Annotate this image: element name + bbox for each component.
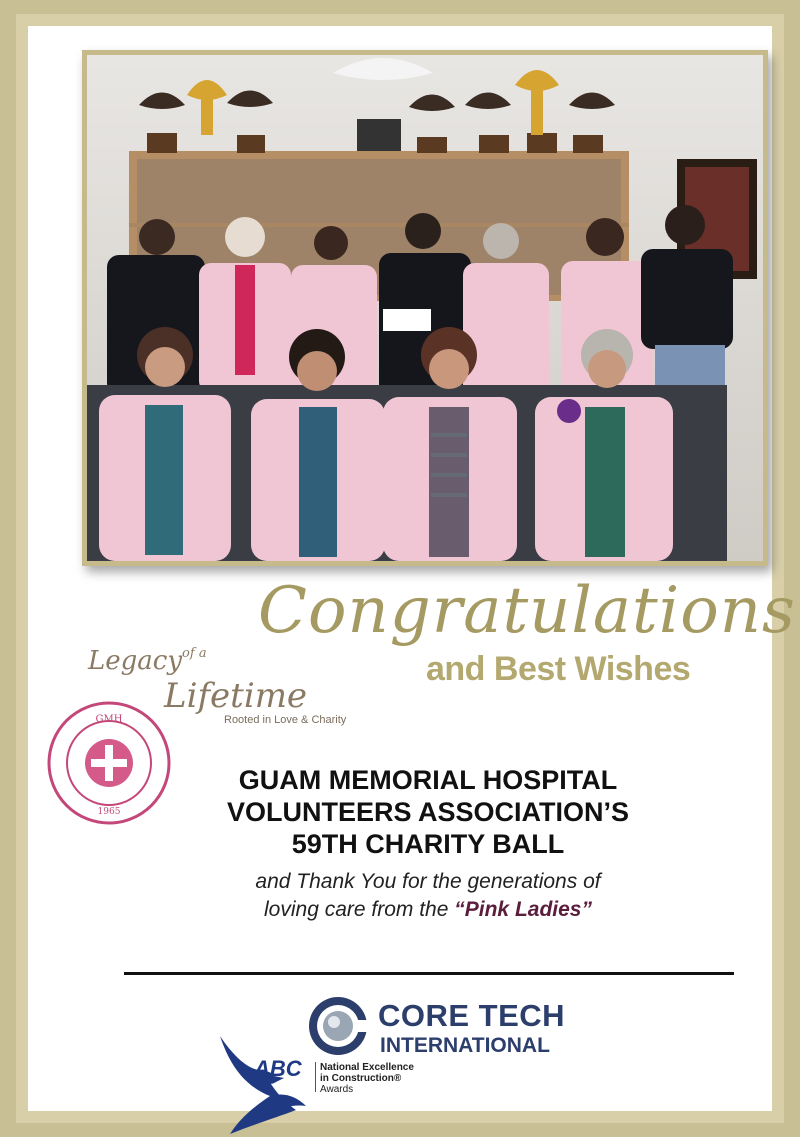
legacy-line2: Lifetime (164, 676, 308, 716)
headline-line-3: 59TH CHARITY BALL (291, 829, 565, 859)
award-line-3: Awards (320, 1084, 354, 1095)
best-wishes-heading: and Best Wishes (426, 650, 691, 688)
award-line-2: in Construction® (320, 1073, 402, 1084)
legacy-line1 (88, 646, 207, 676)
event-headline (168, 764, 688, 860)
abc-divider (315, 1062, 316, 1092)
headline-line-1: GUAM MEMORIAL HOSPITAL (238, 765, 618, 795)
legacy-of-a: of a (182, 646, 207, 661)
award-text (320, 1062, 414, 1095)
ad-page (28, 26, 796, 1111)
abc-logo-text: ABC (254, 1056, 302, 1081)
pink-ladies-highlight: “Pink Ladies” (454, 898, 592, 921)
legacy-word: Legacy (88, 646, 183, 676)
thanks-line-2 (168, 896, 688, 924)
group-photo-frame (82, 50, 768, 566)
thank-you-message (168, 868, 688, 924)
group-photo-illustration (87, 55, 763, 561)
award-line-1: National Excellence (320, 1062, 414, 1073)
congratulations-heading: Congratulations (258, 574, 796, 648)
international-wordmark: INTERNATIONAL (380, 1034, 550, 1057)
svg-text:GMH: GMH (95, 714, 123, 725)
core-tech-wordmark: CORE TECH (378, 998, 566, 1033)
gmh-volunteers-seal-logo (46, 700, 172, 826)
thanks-line-2-prefix: loving care from the (264, 898, 455, 921)
thanks-line-1: and Thank You for the generations of (255, 870, 601, 893)
divider-rule (124, 972, 734, 975)
headline-line-2: VOLUNTEERS ASSOCIATION’S (226, 797, 630, 827)
group-photo (87, 55, 763, 561)
svg-text:1965: 1965 (97, 807, 121, 817)
legacy-tagline: Rooted in Love & Charity (224, 714, 347, 726)
